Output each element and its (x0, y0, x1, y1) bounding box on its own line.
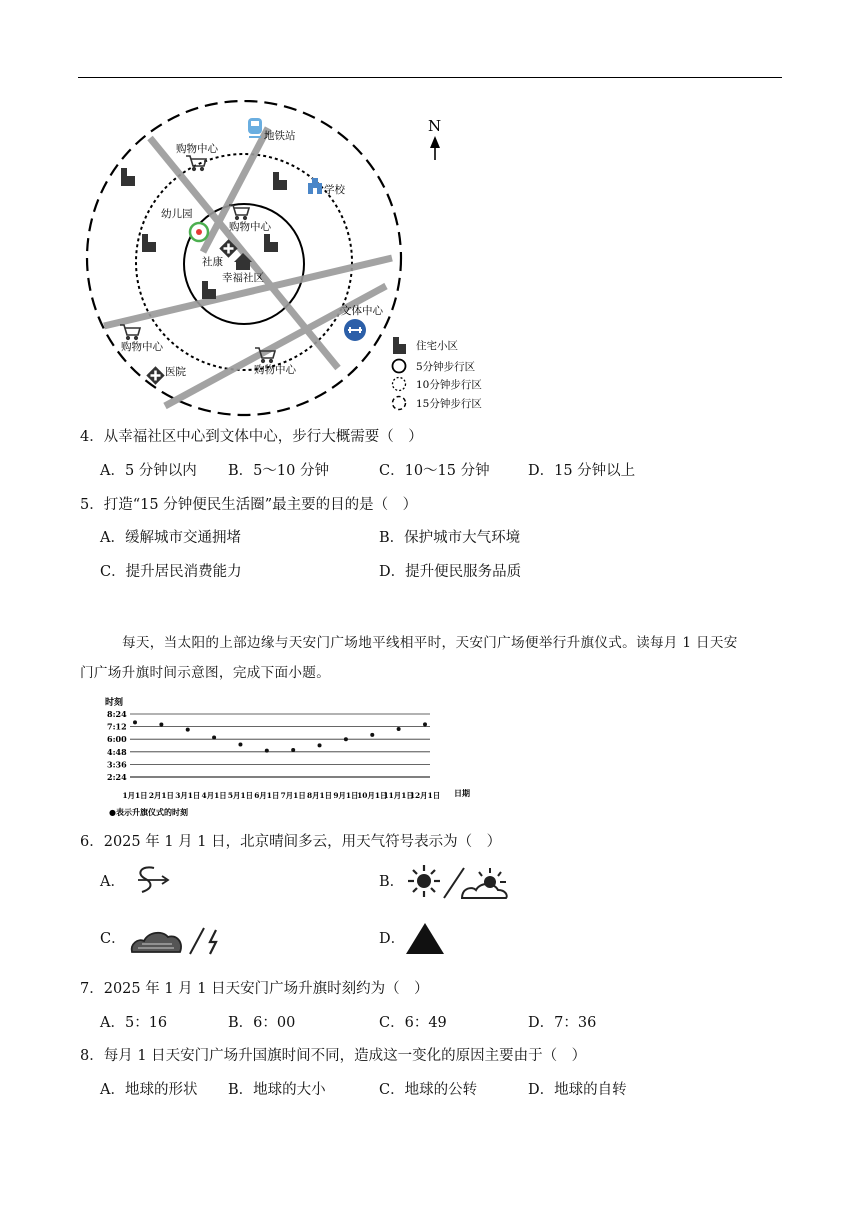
q7-option-b[interactable]: B．6：00 (228, 1015, 296, 1031)
chart-x-tick: 11月1日 (383, 791, 414, 800)
metro-icon (248, 118, 262, 137)
q6-option-b[interactable]: B． (379, 874, 405, 890)
residential-icon (121, 168, 135, 186)
sandstorm-symbol-icon (130, 862, 176, 898)
q7-option-c[interactable]: C．6：49 (379, 1015, 447, 1031)
chart-point (238, 742, 242, 746)
question-5: 5．打造“15 分钟便民生活圈”最主要的目的是（ ） (80, 497, 418, 513)
q4-option-b[interactable]: B．5～10 分钟 (228, 463, 329, 479)
question-6: 6．2025 年 1 月 1 日，北京晴间多云，用天气符号表示为（ ） (80, 834, 502, 850)
chart-ylabel: 时刻 (105, 698, 124, 708)
q6-option-c[interactable]: C． (100, 931, 126, 947)
question-7: 7．2025 年 1 月 1 日天安门广场升旗时刻约为（ ） (80, 981, 429, 997)
q6-option-a[interactable]: A． (100, 874, 125, 890)
question-4: 4．从幸福社区中心到文体中心，步行大概需要（ ） (80, 429, 423, 445)
chart-y-tick: 7:12 (107, 721, 127, 732)
shop-icon-left (120, 325, 140, 339)
north-label: N (428, 117, 442, 135)
chart-point (265, 749, 269, 753)
chart-x-tick: 5月1日 (227, 791, 253, 800)
label-kindergarten: 幼儿园 (161, 208, 193, 220)
intro-line-1: 每天，当太阳的上部边缘与天安门广场地平线相平时，天安门广场便举行升旗仪式。读每月 1 日天安 (122, 635, 738, 651)
residential-icon (142, 234, 156, 252)
q4-option-c[interactable]: C．10～15 分钟 (379, 463, 490, 479)
chart-point (212, 735, 216, 739)
q4-option-d[interactable]: D．15 分钟以上 (528, 463, 636, 479)
legend-walk10: 10分钟步行区 (416, 379, 482, 391)
header-rule (78, 77, 782, 78)
chart-y-tick: 4:48 (107, 746, 127, 757)
chart-point (133, 720, 137, 724)
chart-x-tick: 4月1日 (201, 791, 227, 800)
chart-xlabel: 日期 (454, 788, 470, 798)
north-arrow-icon (430, 136, 440, 160)
label-school: 学校 (324, 184, 345, 196)
label-shop-left: 购物中心 (121, 341, 163, 353)
chart-y-tick: 3:36 (107, 759, 127, 770)
chart-x-tick: 3月1日 (175, 791, 201, 800)
q5-option-b[interactable]: B．保护城市大气环境 (379, 530, 521, 546)
q7-option-a[interactable]: A．5：16 (100, 1015, 168, 1031)
question-8: 8．每月 1 日天安门广场升国旗时间不同，造成这一变化的原因主要由于（ ） (80, 1048, 587, 1064)
q8-option-c[interactable]: C．地球的公转 (379, 1082, 478, 1098)
label-hospital: 医院 (165, 366, 186, 378)
legend-walk5: 5分钟步行区 (416, 361, 476, 373)
residential-icon (273, 172, 287, 190)
chart-y-tick: 8:24 (107, 709, 127, 719)
label-shop-top: 购物中心 (176, 143, 218, 155)
flag-raising-chart (100, 694, 470, 824)
chart-point (159, 723, 163, 727)
chart-legend: ●表示升旗仪式的时刻 (109, 807, 188, 817)
q5-option-d[interactable]: D．提升便民服务品质 (379, 564, 522, 580)
legend-walk10-icon (393, 378, 406, 391)
chart-x-tick: 8月1日 (307, 791, 333, 800)
label-culture: 文体中心 (341, 305, 383, 317)
chart-point (186, 728, 190, 732)
q5-option-a[interactable]: A．缓解城市交通拥堵 (100, 530, 241, 546)
chart-point (423, 722, 427, 726)
chart-point (397, 727, 401, 731)
label-shop-center: 购物中心 (229, 221, 271, 233)
q5-option-c[interactable]: C．提升居民消费能力 (100, 564, 242, 580)
chart-point (291, 748, 295, 752)
sunny-partly-cloudy-symbol-icon (404, 860, 524, 902)
legend-walk15-icon (393, 397, 406, 410)
triangle-symbol-icon (404, 920, 446, 956)
label-shop-bottom: 购物中心 (254, 364, 296, 376)
q8-option-a[interactable]: A．地球的形状 (100, 1082, 198, 1098)
label-community: 幸福社区 (222, 272, 264, 284)
label-metro: 地铁站 (264, 130, 296, 142)
label-clinic: 社康 (202, 256, 223, 268)
residential-icon (264, 234, 278, 252)
chart-point (318, 743, 322, 747)
community-map (80, 100, 500, 420)
legend-walk15: 15分钟步行区 (416, 398, 482, 410)
chart-point (370, 733, 374, 737)
q8-option-d[interactable]: D．地球的自转 (528, 1082, 627, 1098)
chart-x-tick: 1月1日 (122, 791, 148, 800)
q6-option-d[interactable]: D． (379, 931, 406, 947)
school-icon (308, 178, 322, 194)
legend-residential: 住宅小区 (416, 340, 458, 352)
q4-option-a[interactable]: A．5 分钟以内 (100, 463, 197, 479)
residential-icon (202, 281, 216, 299)
legend-walk5-icon (393, 360, 406, 373)
chart-x-tick: 10月1日 (357, 791, 388, 800)
chart-x-tick: 12月1日 (409, 791, 441, 800)
q7-option-d[interactable]: D．7：36 (528, 1015, 597, 1031)
chart-y-tick: 6:00 (107, 734, 127, 745)
chart-point (344, 737, 348, 741)
chart-y-tick: 2:24 (107, 772, 127, 782)
chart-x-tick: 7月1日 (280, 791, 306, 800)
chart-x-tick: 9月1日 (333, 791, 359, 800)
q8-option-b[interactable]: B．地球的大小 (228, 1082, 326, 1098)
chart-x-tick: 2月1日 (148, 791, 174, 800)
intro-line-2: 门广场升旗时间示意图，完成下面小题。 (80, 665, 331, 681)
chart-x-tick: 6月1日 (254, 791, 280, 800)
legend-residential-icon (393, 337, 406, 354)
shop-icon-center (229, 205, 249, 219)
overcast-thunder-symbol-icon (128, 922, 228, 958)
